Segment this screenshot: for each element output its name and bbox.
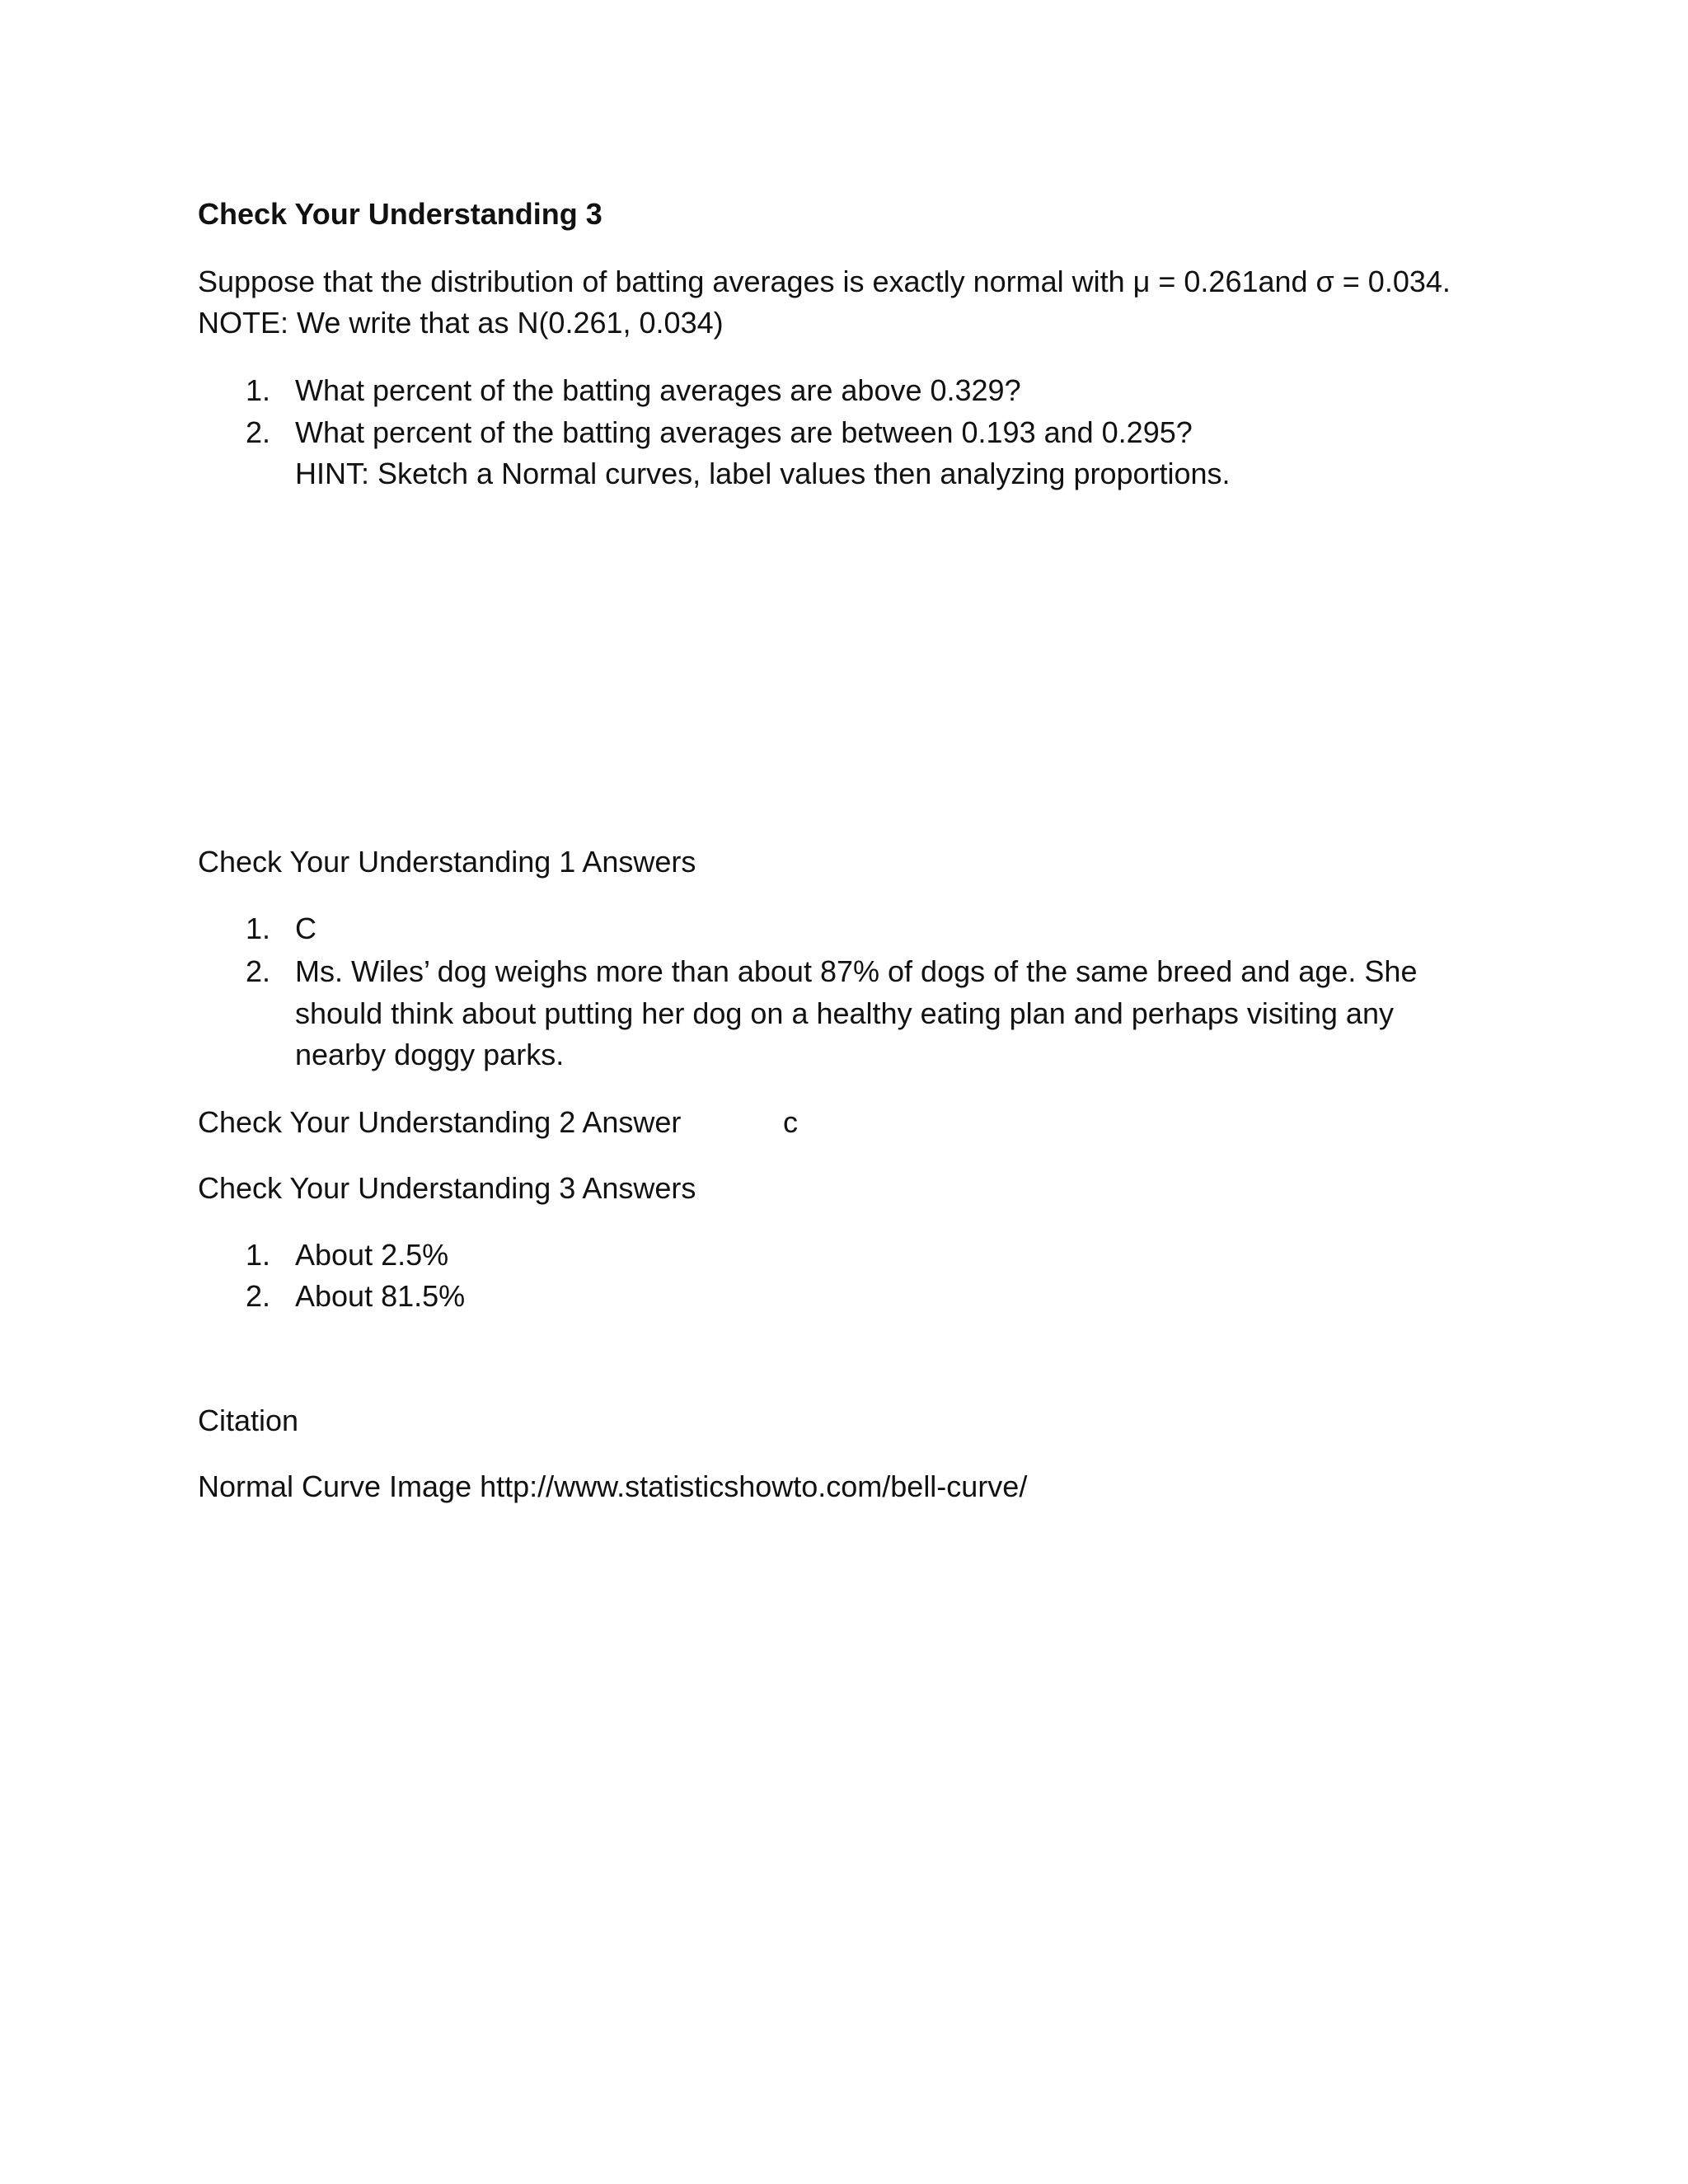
cyu3-question-2-number: 2. [246,415,271,449]
cyu3-intro-line1: Suppose that the distribution of batting averages is exactly normal with μ = 0.261and σ = 0.034. [198,265,1451,298]
cyu3-question-2-text: What percent of the batting averages are between 0.193 and 0.295? [295,415,1193,449]
answers2-answer: c [783,1105,798,1139]
answers1-item-1-text: C [295,912,316,945]
citation-text: Normal Curve Image http://www.statisticshowto.com/bell-curve/ [198,1469,1028,1503]
answers3-item-1-number: 1. [246,1238,271,1272]
answers1-item-2-line3: nearby doggy parks. [295,1038,565,1071]
answers1-item-2-number: 2. [246,954,271,988]
answers3-heading: Check Your Understanding 3 Answers [198,1171,696,1205]
cyu3-heading: Check Your Understanding 3 [198,197,603,231]
answers3-item-2-number: 2. [246,1279,271,1313]
cyu3-question-1-text: What percent of the batting averages are above 0.329? [295,373,1021,407]
answers1-item-2-line2: should think about putting her dog on a healthy eating plan and perhaps visiting any [295,996,1394,1030]
cyu3-hint: HINT: Sketch a Normal curves, label values then analyzing proportions. [295,457,1231,490]
answers2-heading: Check Your Understanding 2 Answer [198,1105,682,1139]
answers1-heading: Check Your Understanding 1 Answers [198,845,696,879]
answers3-item-1-text: About 2.5% [295,1238,449,1272]
cyu3-question-1-number: 1. [246,373,271,407]
cyu3-intro-line2: NOTE: We write that as N(0.261, 0.034) [198,306,724,340]
answers1-item-2-line1: Ms. Wiles’ dog weighs more than about 87% of dogs of the same breed and age. She [295,954,1418,988]
citation-heading: Citation [198,1404,299,1437]
answers3-item-2-text: About 81.5% [295,1279,466,1313]
answers1-item-1-number: 1. [246,912,271,945]
